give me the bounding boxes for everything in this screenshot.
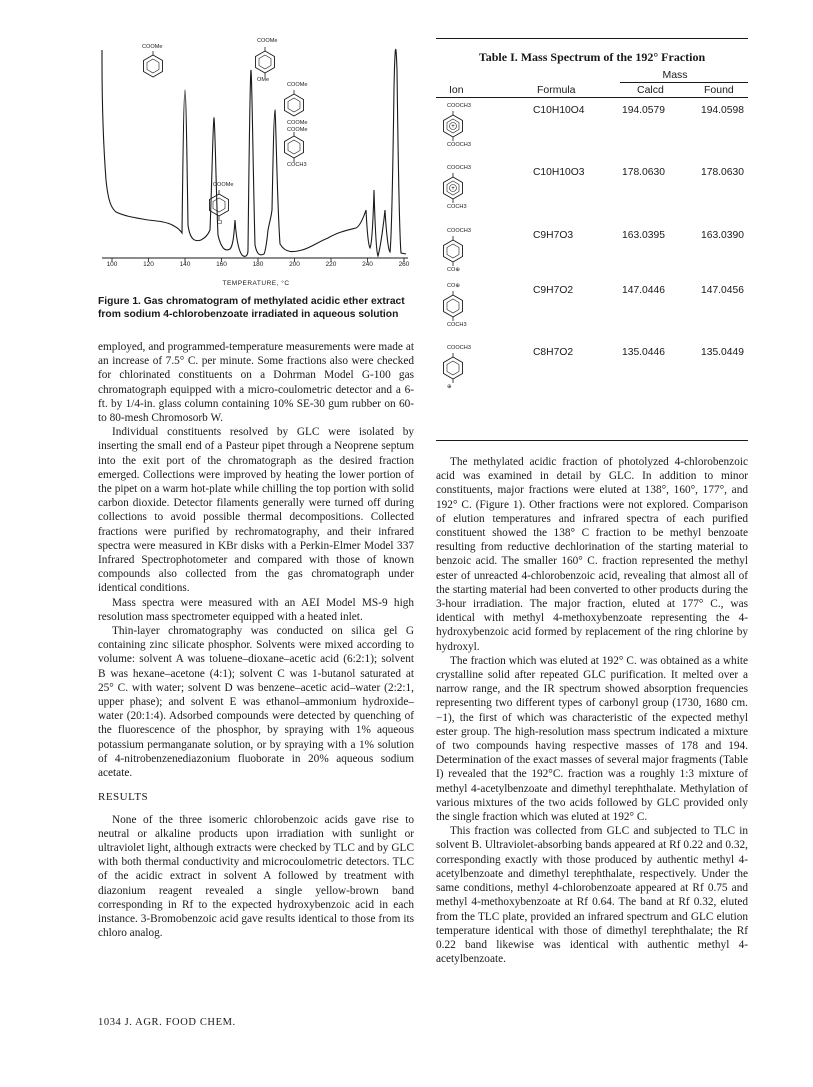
found-cell: 135.0449 [701, 347, 744, 358]
paragraph-results-1: None of the three isomeric chlorobenzoic acids gave rise to neutral or alkaline products upon irradiation with sunlight or ultraviolet light, although extracts were checked by TLC and by GLC with both thermal conductivity and microcoulometric detectors. TLC of the acidic extract in solvent A followed by treatment with diazonium reagent revealed a single yellow-brown band corresponding in Rf to the expected hydroxybenzoic acid in each instance. 3-Bromobenzoic acid gave results identical to those from its chloro analog. [98, 813, 414, 940]
svg-text:+: + [451, 186, 455, 193]
benzene-ring-icon [438, 173, 468, 203]
figure-caption: Figure 1. Gas chromatogram of methylated acidic ether extract from sodium 4-chlorobenzoate irradiated in aqueous solution [98, 296, 405, 320]
paragraph-methods-3: Mass spectra were measured with an AEI Model MS-9 high resolution mass spectrometer equipped with a heated inlet. [98, 596, 414, 623]
x-tick-label: 160 [216, 261, 227, 268]
ion-bottom-group: CO⊕ [447, 267, 461, 273]
x-tick-label: 200 [289, 261, 300, 268]
paragraph-methods-2: Individual constituents resolved by GLC were isolated by inserting the small end of a Pasteur pipet through a Neoprene septum into the exit port of the chromatograph as the desired fraction emerged. Collections were improved by heating the lower portion of the pipet on a warm hot-plate while chilling the top portion with solid carbon dioxide. Detector filaments generally were turned off during collections to avoid possible thermal decompositions. Collected fractions were purified by rechromatography, and their infrared spectra were measured in KBr disks with a Perkin-Elmer Model 337 Infrared Spectrophotometer and compared with those of known compounds also collected from the gas chromatograph under identical conditions. [98, 426, 414, 595]
table-bottom-rule [436, 440, 748, 441]
right-column [436, 455, 748, 966]
formula-cell: C10H10O3 [533, 167, 585, 178]
structure-methyl-methoxybenzoate: COOMe OMe [257, 38, 278, 83]
ion-bottom-group: COCH3 [447, 322, 467, 328]
benzene-ring-icon [438, 236, 468, 266]
calcd-cell: 147.0446 [622, 285, 665, 296]
header-ion: Ion [449, 84, 464, 96]
x-tick-labels [98, 261, 414, 273]
ion-bottom-group: COOCH3 [447, 142, 471, 148]
table-header-rule [436, 97, 748, 98]
benzene-ring-icon [438, 353, 468, 383]
mass-group-header: Mass [662, 69, 688, 81]
ion-top-group: COOCH3 [447, 165, 471, 171]
header-calcd: Calcd [637, 84, 664, 96]
x-tick-label: 240 [362, 261, 373, 268]
ion-top-group: COOCH3 [447, 228, 471, 234]
results-heading: RESULTS [98, 791, 149, 804]
x-tick-label: 260 [398, 261, 410, 268]
found-cell: 194.0598 [701, 105, 744, 116]
calcd-cell: 163.0395 [622, 230, 665, 241]
header-found: Found [704, 84, 734, 96]
paragraph-methods-1: employed, and programmed-temperature measurements were made at an increase of 7.5° C. per minute. Some fractions also were checked for chlorinated constituents on a Dohrman Model G-100 gas chromatograph equipped with a micro-coulometric detector and a 6-ft. by 1/4-in. glass column containing 10% SE-30 gum rubber on 60- to 80-mesh Chromosorb W. [98, 341, 414, 425]
paragraph-discussion-3: This fraction was collected from GLC and subjected to TLC in solvent B. Ultraviolet-absorbing bands appeared at Rf 0.22 and 0.32, corresponding exactly with those produced by authentic methyl 4-acetylbenzoate and dimethyl terephthalate, respectively. Under the same conditions, methyl 4-chlorobenzoate appeared at Rf 0.75 and methyl 4-methoxybenzoate at Rf 0.64. The band at Rf 0.32, eluted from the TLC plate, provided an infrared spectrum and GLC elution temperature identical with those of dimethyl terephthalate; the Rf 0.22 band likewise was identical with authentic methyl 4-acetylbenzoate. [436, 825, 748, 966]
ion-structure [438, 103, 498, 161]
ion-structure [438, 165, 498, 223]
ion-bottom-group: ⊕ [447, 384, 452, 390]
x-tick-label: 120 [143, 261, 154, 268]
x-tick-label: 140 [179, 261, 191, 268]
x-tick-label: 180 [252, 261, 264, 268]
calcd-cell: 178.0630 [622, 167, 665, 178]
formula-cell: C10H10O4 [533, 105, 585, 116]
formula-cell: C9H7O2 [533, 285, 574, 296]
ion-structure [438, 345, 498, 403]
calcd-cell: 135.0446 [622, 347, 665, 358]
found-cell: 147.0456 [701, 285, 744, 296]
x-axis-label: TEMPERATURE, °C [222, 280, 290, 287]
page-footer: 1034 J. AGR. FOOD CHEM. [98, 1017, 236, 1028]
left-column [98, 340, 414, 940]
x-tick-label: 100 [106, 261, 118, 268]
found-cell: 178.0630 [701, 167, 744, 178]
x-tick-label: 220 [325, 261, 337, 268]
paragraph-discussion-1: The methylated acidic fraction of photolyzed 4-chlorobenzoic acid was examined in detail by GLC. In addition to minor constituents, major fractions were eluted at 138°, 160°, 177°, and 192° C. (Figure 1). Other fractions were not explored. Comparison of elution temperatures and infrared spectra of each purified constituent showed the 138° C fraction to be methyl benzoate resulting from reductive dechlorination of the starting material to benzoic acid. The smaller 160° C. fraction represented the methyl ester of unreacted 4-chlorobenzoic acid, revealing that almost all of the starting material had been converted to other products during the 3-hour irradiation. The major fraction, eluted at 177° C., was identical with methyl 4-methoxybenzoate representing the 4-hydroxybenzoic acid formed by replacement of the ring chlorine by hydroxyl. [436, 456, 748, 653]
header-formula: Formula [537, 84, 576, 96]
structure-methyl-acetylbenzoate-dimethyl-terephthalate: COOMe COOMe COOMe COCH3 [275, 82, 335, 182]
table-top-rule [436, 38, 748, 39]
formula-cell: C9H7O3 [533, 230, 574, 241]
ion-structure [438, 228, 498, 286]
ion-bottom-group: COCH3 [447, 204, 467, 210]
ion-top-group: COOCH3 [447, 103, 471, 109]
benzene-ring-icon [438, 111, 468, 141]
figure-1 [98, 30, 414, 300]
benzene-ring-icon [438, 291, 468, 321]
ion-structure [438, 283, 498, 341]
paragraph-discussion-2: The fraction which was eluted at 192° C. was obtained as a white crystalline solid after repeated GLC purification. It melted over a narrow range, and the IR spectrum showed absorption frequencies representing two different types of carbonyl group (1730, 1680 cm.−1), the first of which was characteristic of the expected methyl ester group. The high-resolution mass spectrum indicated a mixture of two compounds having respective masses of 178 and 194. Determination of the exact masses of several major fragments (Table I) revealed that the 192°C. fraction was a roughly 1:3 mixture of methyl 4-acetylbenzoate and dimethyl terephthalate. Methylation of various mixtures of the two acids followed by GLC provided only the single fraction which was eluted at 192° C. [436, 654, 748, 824]
table-title: Table I. Mass Spectrum of the 192° Fraction [478, 50, 706, 64]
structure-methyl-chlorobenzoate: COOMe Cl [202, 182, 242, 237]
mass-group-rule [620, 82, 748, 83]
structure-methyl-benzoate: COOMe [136, 45, 176, 85]
ion-top-group: CO⊕ [447, 283, 461, 289]
found-cell: 163.0390 [701, 230, 744, 241]
formula-cell: C8H7O2 [533, 347, 574, 358]
calcd-cell: 194.0579 [622, 105, 665, 116]
ion-top-group: COOCH3 [447, 345, 471, 351]
svg-text:+: + [451, 124, 455, 131]
paragraph-methods-4: Thin-layer chromatography was conducted on silica gel G containing zinc silicate phosphor. Solvents were mixed according to volume: solvent A was toluene–dioxane–acetic acid (6:2:1); solvent B was hexane–acetone (4:1); solvent C was 1-butanol saturated at 25° C. with water; solvent D was benzene–acetic acid–water (2:2:1, upper phase); and solvent E was ethanol–ammonium hydroxide–water (20:1:4). Adsorbed compounds were detected by quenching of the fluorescence of the phosphor, by spraying with 1% aqueous potassium permanganate solution, or by spraying with a 1% solution of 4-nitrobenzenediazonium fluoborate in 20% aqueous sodium acetate. [98, 625, 414, 780]
